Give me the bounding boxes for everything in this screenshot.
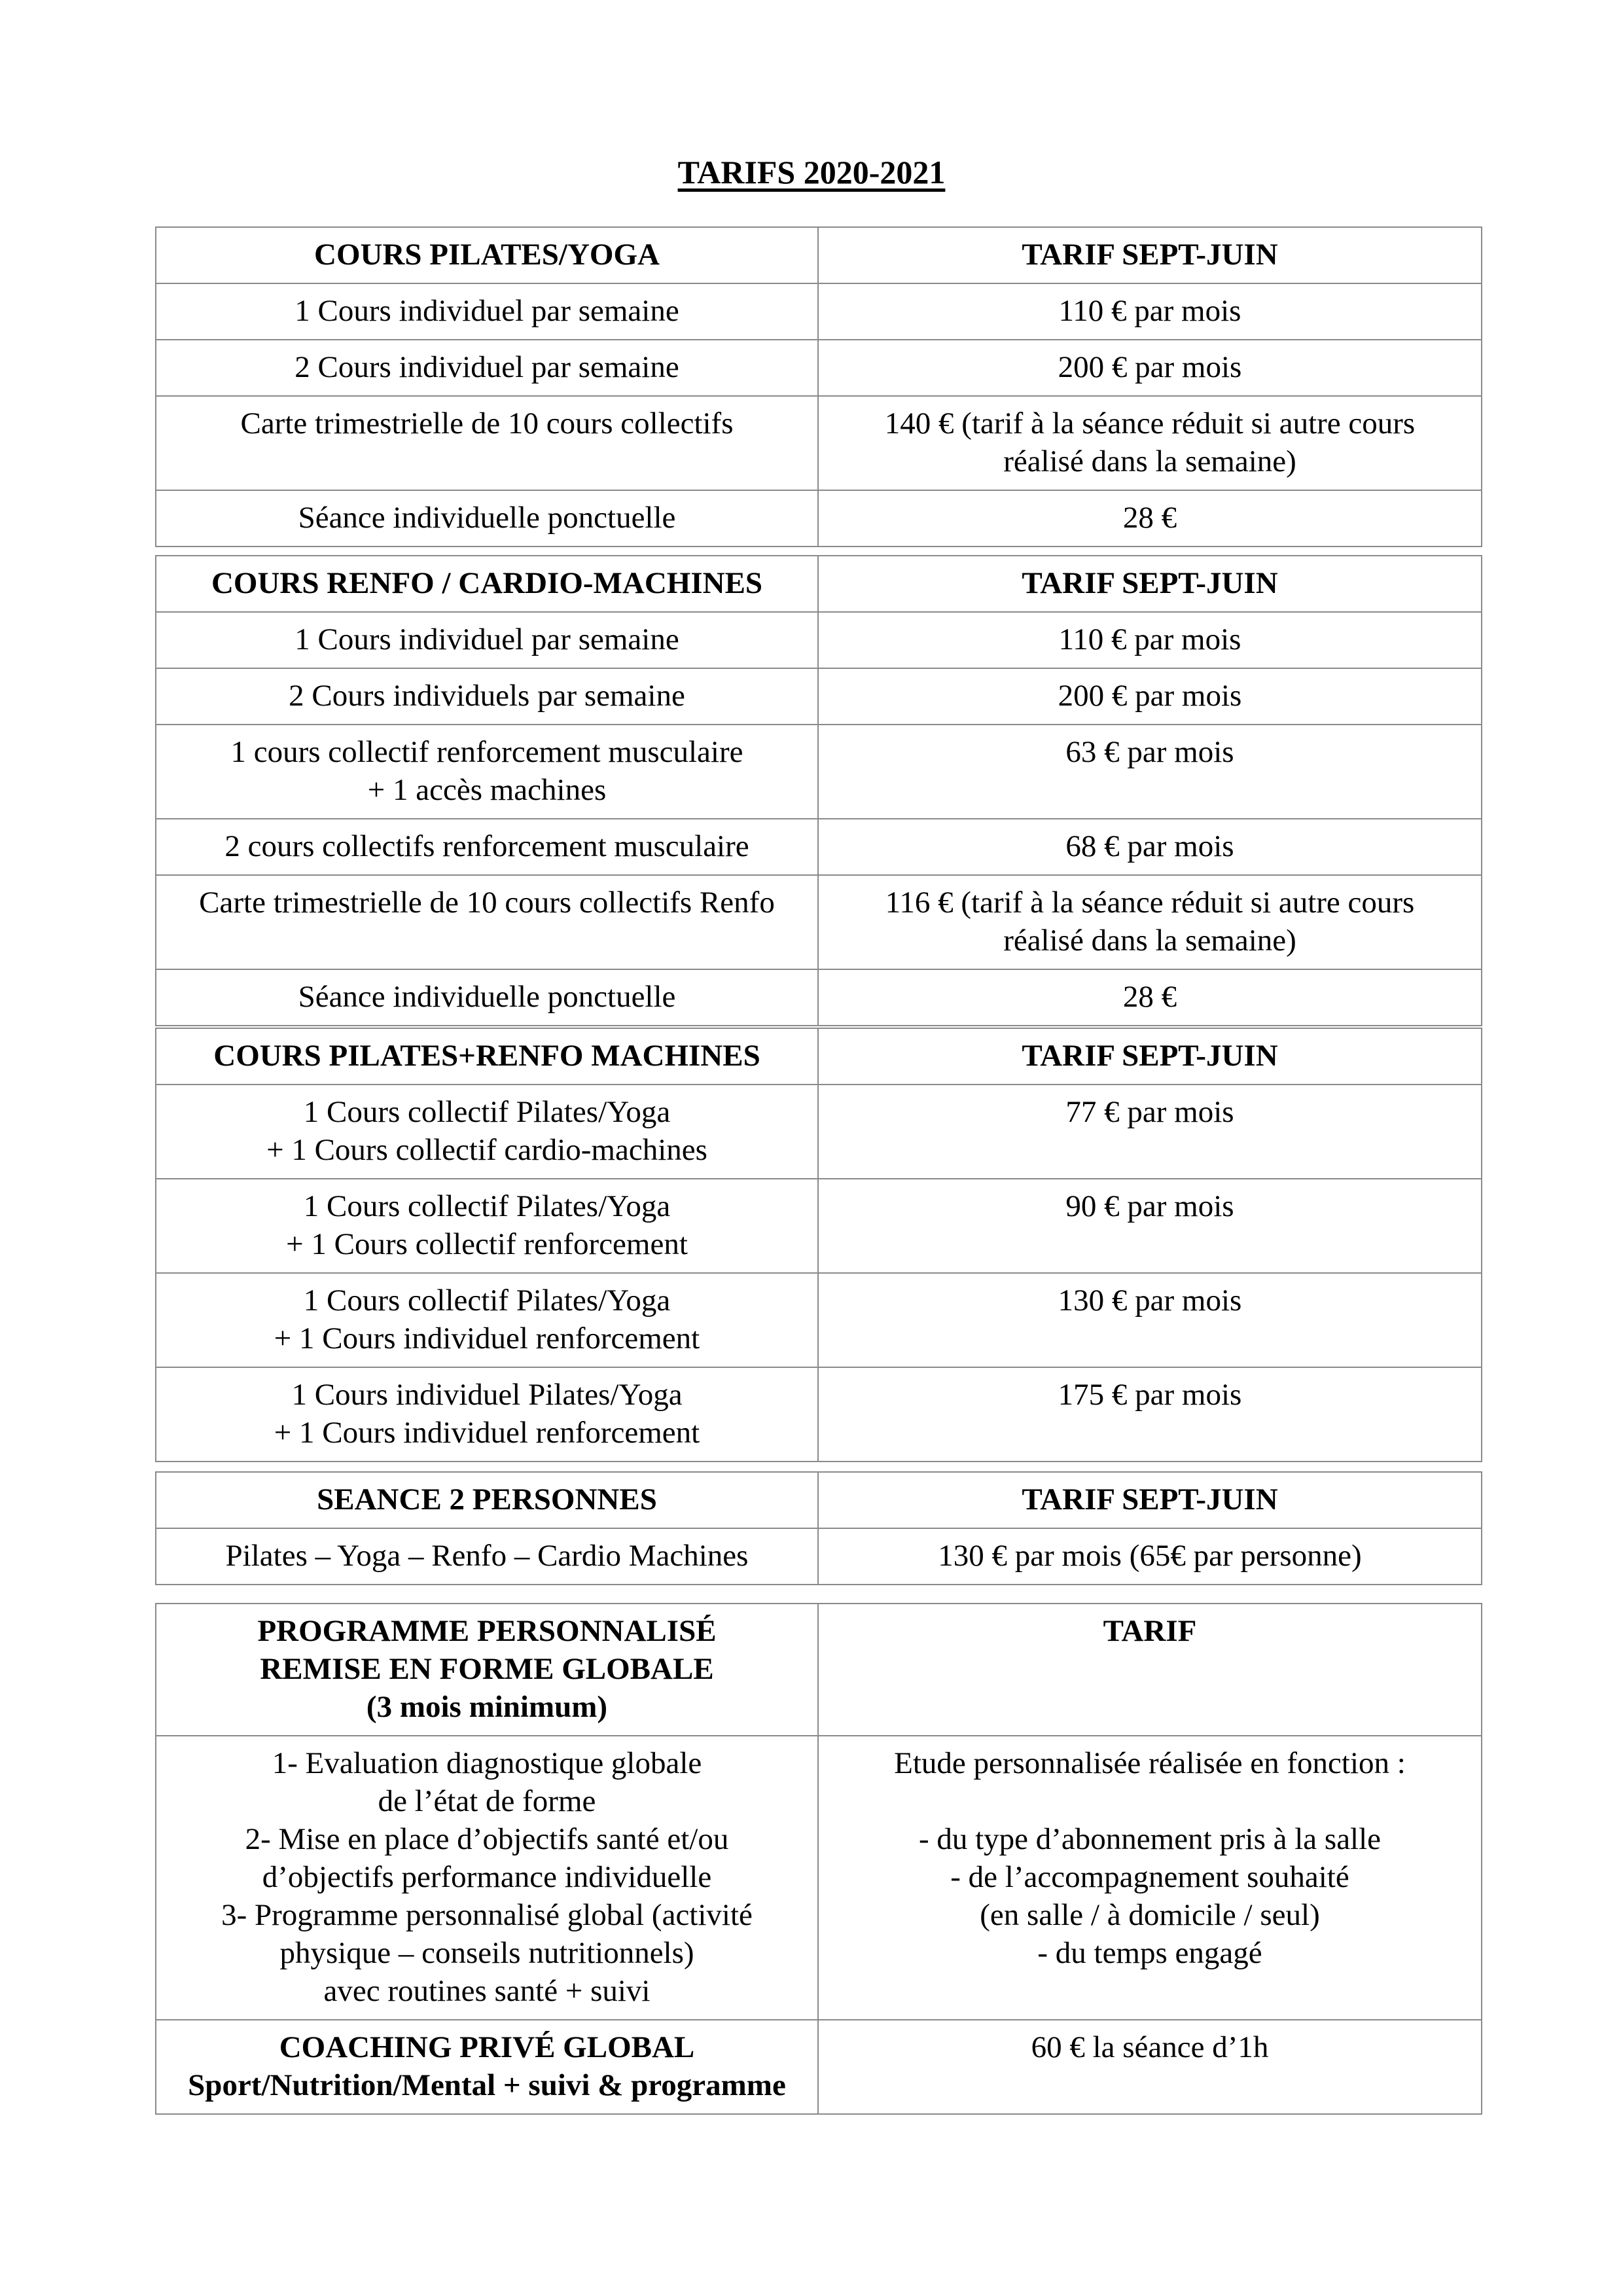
table-header-row [156, 1028, 1482, 1085]
label-line: 1 Cours collectif Pilates/Yoga [303, 1095, 671, 1129]
table-header-row [156, 1604, 1482, 1736]
programme-header-price: TARIF [818, 1604, 1482, 1736]
row-price: 130 € par mois (65€ par personne) [818, 1528, 1482, 1585]
row-label: Séance individuelle ponctuelle [156, 969, 818, 1026]
programme-study [818, 1736, 1482, 2020]
programme-header [156, 1604, 818, 1736]
label-line: + 1 Cours individuel renforcement [274, 1416, 700, 1450]
pricing-table-programme [155, 1603, 1482, 2115]
table-row [156, 1273, 1482, 1367]
table-row [156, 490, 1482, 547]
table-header-row [156, 556, 1482, 612]
row-label: Carte trimestrielle de 10 cours collectifs [156, 396, 818, 490]
pricing-table-two-persons [155, 1471, 1482, 1585]
row-price: 28 € [818, 969, 1482, 1026]
price-line: 116 € (tarif à la séance réduit si autre cours [885, 886, 1415, 920]
description-line: de l’état de forme [378, 1784, 596, 1818]
row-label [156, 1273, 818, 1367]
row-label: 2 cours collectifs renforcement musculaire [156, 819, 818, 875]
label-line: 1 Cours collectif Pilates/Yoga [303, 1283, 671, 1318]
pricing-table-pilates-renfo [155, 1028, 1482, 1462]
table-row [156, 612, 1482, 668]
row-label: Carte trimestrielle de 10 cours collectifs Renfo [156, 875, 818, 969]
table-row [156, 969, 1482, 1026]
row-price: 77 € par mois [818, 1085, 1482, 1179]
coaching-subtitle: Sport/Nutrition/Mental + suivi & programme [188, 2068, 786, 2102]
row-price: 110 € par mois [818, 283, 1482, 340]
table-row [156, 668, 1482, 725]
table-row [156, 1736, 1482, 2020]
row-label [156, 1085, 818, 1179]
description-line: physique – conseils nutritionnels) [279, 1936, 694, 1970]
row-label: 1 Cours individuel par semaine [156, 612, 818, 668]
table-row [156, 1179, 1482, 1273]
row-price: 63 € par mois [818, 725, 1482, 819]
table-row [156, 396, 1482, 490]
study-item: - du temps engagé [1037, 1936, 1262, 1970]
label-line: 1 Cours individuel Pilates/Yoga [291, 1378, 683, 1412]
label-line: 1 cours collectif renforcement musculaire [230, 735, 743, 769]
row-price: 90 € par mois [818, 1179, 1482, 1273]
label-line: + 1 accès machines [367, 773, 607, 807]
description-line: 1- Evaluation diagnostique globale [272, 1746, 702, 1780]
table-row [156, 283, 1482, 340]
row-label: Séance individuelle ponctuelle [156, 490, 818, 547]
row-price: 175 € par mois [818, 1367, 1482, 1462]
label-line: 1 Cours collectif Pilates/Yoga [303, 1189, 671, 1223]
price-line: réalisé dans la semaine) [1003, 924, 1296, 958]
description-line: avec routines santé + suivi [323, 1974, 651, 2008]
label-line: + 1 Cours collectif cardio-machines [266, 1133, 707, 1167]
row-label: Pilates – Yoga – Renfo – Cardio Machines [156, 1528, 818, 1585]
pricing-table-renfo-cardio [155, 555, 1482, 1026]
coaching-title: COACHING PRIVÉ GLOBAL [279, 2030, 695, 2064]
table-header-category: SEANCE 2 PERSONNES [156, 1472, 818, 1528]
study-item: (en salle / à domicile / seul) [980, 1898, 1320, 1932]
table-header-price: TARIF SEPT-JUIN [818, 227, 1482, 283]
table-row [156, 1528, 1482, 1585]
table-header-category: COURS PILATES/YOGA [156, 227, 818, 283]
programme-header-line: (3 mois minimum) [366, 1690, 608, 1724]
row-label: 2 Cours individuel par semaine [156, 340, 818, 396]
table-row [156, 1085, 1482, 1179]
price-line: 140 € (tarif à la séance réduit si autre cours [884, 406, 1416, 440]
price-line: réalisé dans la semaine) [1003, 444, 1296, 478]
table-header-category: COURS PILATES+RENFO MACHINES [156, 1028, 818, 1085]
table-header-row [156, 1472, 1482, 1528]
description-line: 3- Programme personnalisé global (activité [221, 1898, 753, 1932]
programme-header-line: REMISE EN FORME GLOBALE [260, 1652, 714, 1686]
label-line: + 1 Cours individuel renforcement [274, 1321, 700, 1355]
spacer [824, 1782, 1476, 1820]
study-item: - de l’accompagnement souhaité [950, 1860, 1349, 1894]
row-label: 2 Cours individuels par semaine [156, 668, 818, 725]
table-row [156, 340, 1482, 396]
table-header-price: TARIF SEPT-JUIN [818, 1472, 1482, 1528]
study-intro: Etude personnalisée réalisée en fonction : [894, 1746, 1406, 1780]
row-price: 28 € [818, 490, 1482, 547]
table-header-category: COURS RENFO / CARDIO-MACHINES [156, 556, 818, 612]
coaching-label [156, 2020, 818, 2114]
row-label: 1 Cours individuel par semaine [156, 283, 818, 340]
row-price: 110 € par mois [818, 612, 1482, 668]
programme-description [156, 1736, 818, 2020]
table-row [156, 1367, 1482, 1462]
table-header-price: TARIF SEPT-JUIN [818, 556, 1482, 612]
row-label [156, 725, 818, 819]
row-price [818, 875, 1482, 969]
table-row [156, 819, 1482, 875]
table-header-row [156, 227, 1482, 283]
row-label [156, 1179, 818, 1273]
page-title: TARIFS 2020-2021 [677, 154, 946, 190]
row-price: 200 € par mois [818, 340, 1482, 396]
description-line: 2- Mise en place d’objectifs santé et/ou [245, 1822, 729, 1856]
table-row [156, 2020, 1482, 2114]
label-line: + 1 Cours collectif renforcement [286, 1227, 688, 1261]
description-line: d’objectifs performance individuelle [262, 1860, 712, 1894]
coaching-price: 60 € la séance d’1h [818, 2020, 1482, 2114]
programme-header-line: PROGRAMME PERSONNALISÉ [257, 1614, 717, 1648]
row-price: 68 € par mois [818, 819, 1482, 875]
row-price: 200 € par mois [818, 668, 1482, 725]
table-header-price: TARIF SEPT-JUIN [818, 1028, 1482, 1085]
row-price [818, 396, 1482, 490]
table-row [156, 725, 1482, 819]
table-row [156, 875, 1482, 969]
row-price: 130 € par mois [818, 1273, 1482, 1367]
row-label [156, 1367, 818, 1462]
pricing-table-pilates-yoga [155, 226, 1482, 547]
study-item: - du type d’abonnement pris à la salle [918, 1822, 1382, 1856]
